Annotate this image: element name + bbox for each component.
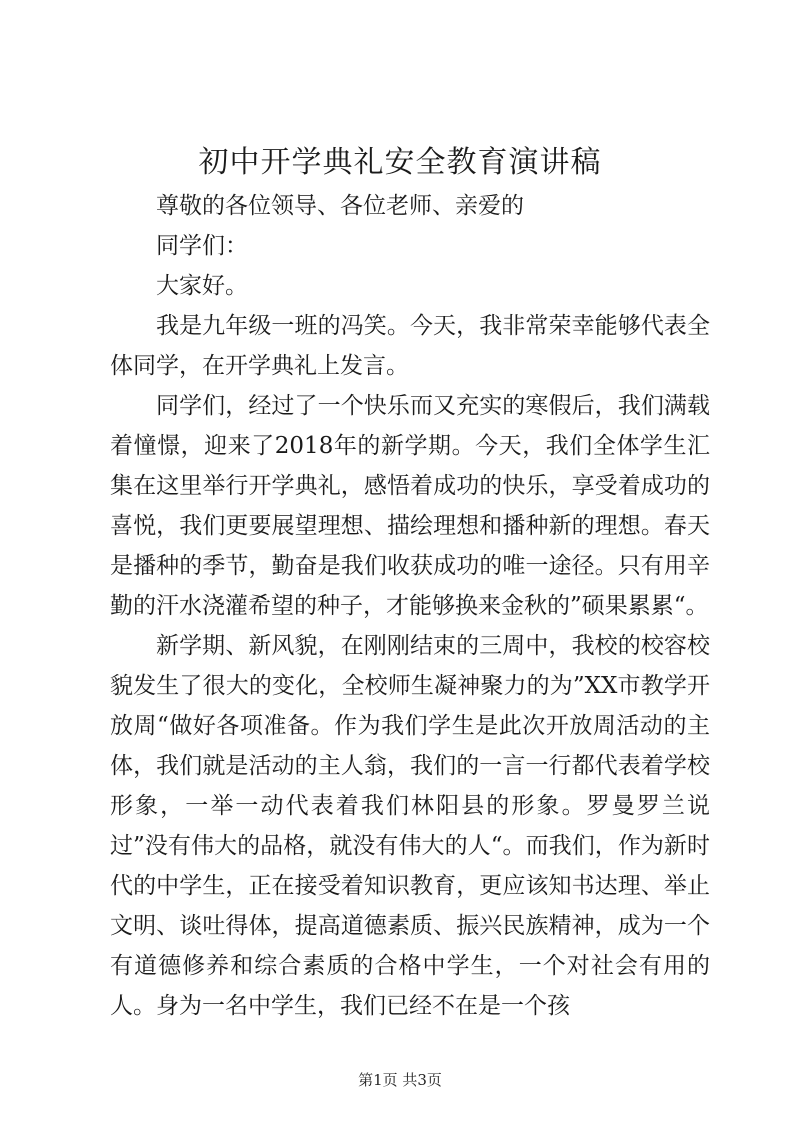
paragraph-greeting: 大家好。 xyxy=(156,273,248,299)
page-number-footer: 第1页 共3页 xyxy=(358,1071,442,1089)
paragraph-new-semester: 同学们，经过了一个快乐而又充实的寒假后，我们满载着憧憬，迎来了2018年的新学期。今天，我们全体学生汇集在这里举行开学典礼，感悟着成功的快乐，享受着成功的喜悦，我们更要展望理想、描绘理想和播种新的理想。春天是播种的季节，勤奋是我们收获成功的唯一途径。只有用辛勤的汗水浇灌希望的种子，才能够换来金秋的”硕果累累“。 xyxy=(110,393,710,619)
paragraph-introduction: 我是九年级一班的冯笑。今天，我非常荣幸能够代表全体同学，在开学典礼上发言。 xyxy=(110,313,710,379)
paragraph-salutation-cont: 同学们： xyxy=(156,233,248,259)
paragraph-new-look: 新学期、新风貌，在刚刚结束的三周中，我校的校容校貌发生了很大的变化，全校师生凝神聚力的为”XX市教学开放周“做好各项准备。作为我们学生是此次开放周活动的主体，我们就是活动的主人翁，我们的一言一行都代表着学校形象，一举一动代表着我们林阳县的形象。罗曼罗兰说过”没有伟大的品格，就没有伟大的人“。而我们，作为新时代的中学生，正在接受着知识教育，更应该知书达理、举止文明、谈吐得体，提高道德素质、振兴民族精神，成为一个有道德修养和综合素质的合格中学生，一个对社会有用的人。身为一名中学生，我们已经不在是一个孩 xyxy=(110,633,710,1019)
document-title: 初中开学典礼安全教育演讲稿 xyxy=(198,145,602,180)
paragraph-salutation: 尊敬的各位领导、各位老师、亲爱的 xyxy=(156,193,524,219)
document-body xyxy=(110,186,710,1026)
